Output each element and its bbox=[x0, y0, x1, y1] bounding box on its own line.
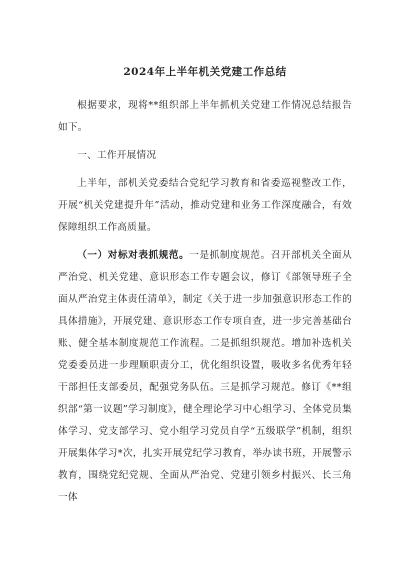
item-lead: （一）对标对表抓规范。 bbox=[77, 250, 190, 261]
document-title: 2024年上半年机关党建工作总结 bbox=[123, 66, 287, 78]
section-paragraph: 上半年，部机关党委结合党纪学习教育和省委巡视整改工作，开展“机关党建提升年”活动，推动党建和业务工作深度融合，有效保障组织工作高质量。 bbox=[58, 178, 352, 233]
item-body: 一是抓制度规范。召开部机关全面从严治党、机关党建、意识形态工作专题会议，修订《部领导班子全面从严治党主体责任清单》，制定《关于进一步加强意识形态工作的具体措施》，开展党建、意识形态工作专项自查，进一步完善基础台账、健全基本制度规范工作流程。二是抓组织规范。增加补选机关党委委员进一步理顺职责分工，优化组织设置，吸收多名优秀年轻干部担任支部委员，配强党务队伍。三是抓学习规范。修订《**组织部“第一议题”学习制度》，健全理论学习中心组学习、全体党员集体学习、党支部学习、党小组学习党员自学“五级联学”机制，组织开展集体学习*次，扎实开展党纪学习教育，举办读书班，开展警示教育，围绕党纪党规、全面从严治党、党建引领乡村振兴、长三角一体 bbox=[58, 250, 352, 503]
intro-paragraph: 根据要求，现将**组织部上半年抓机关党建工作情况总结报告如下。 bbox=[58, 100, 352, 133]
item-paragraph bbox=[58, 245, 352, 509]
section-heading: 一、工作开展情况 bbox=[77, 150, 157, 161]
